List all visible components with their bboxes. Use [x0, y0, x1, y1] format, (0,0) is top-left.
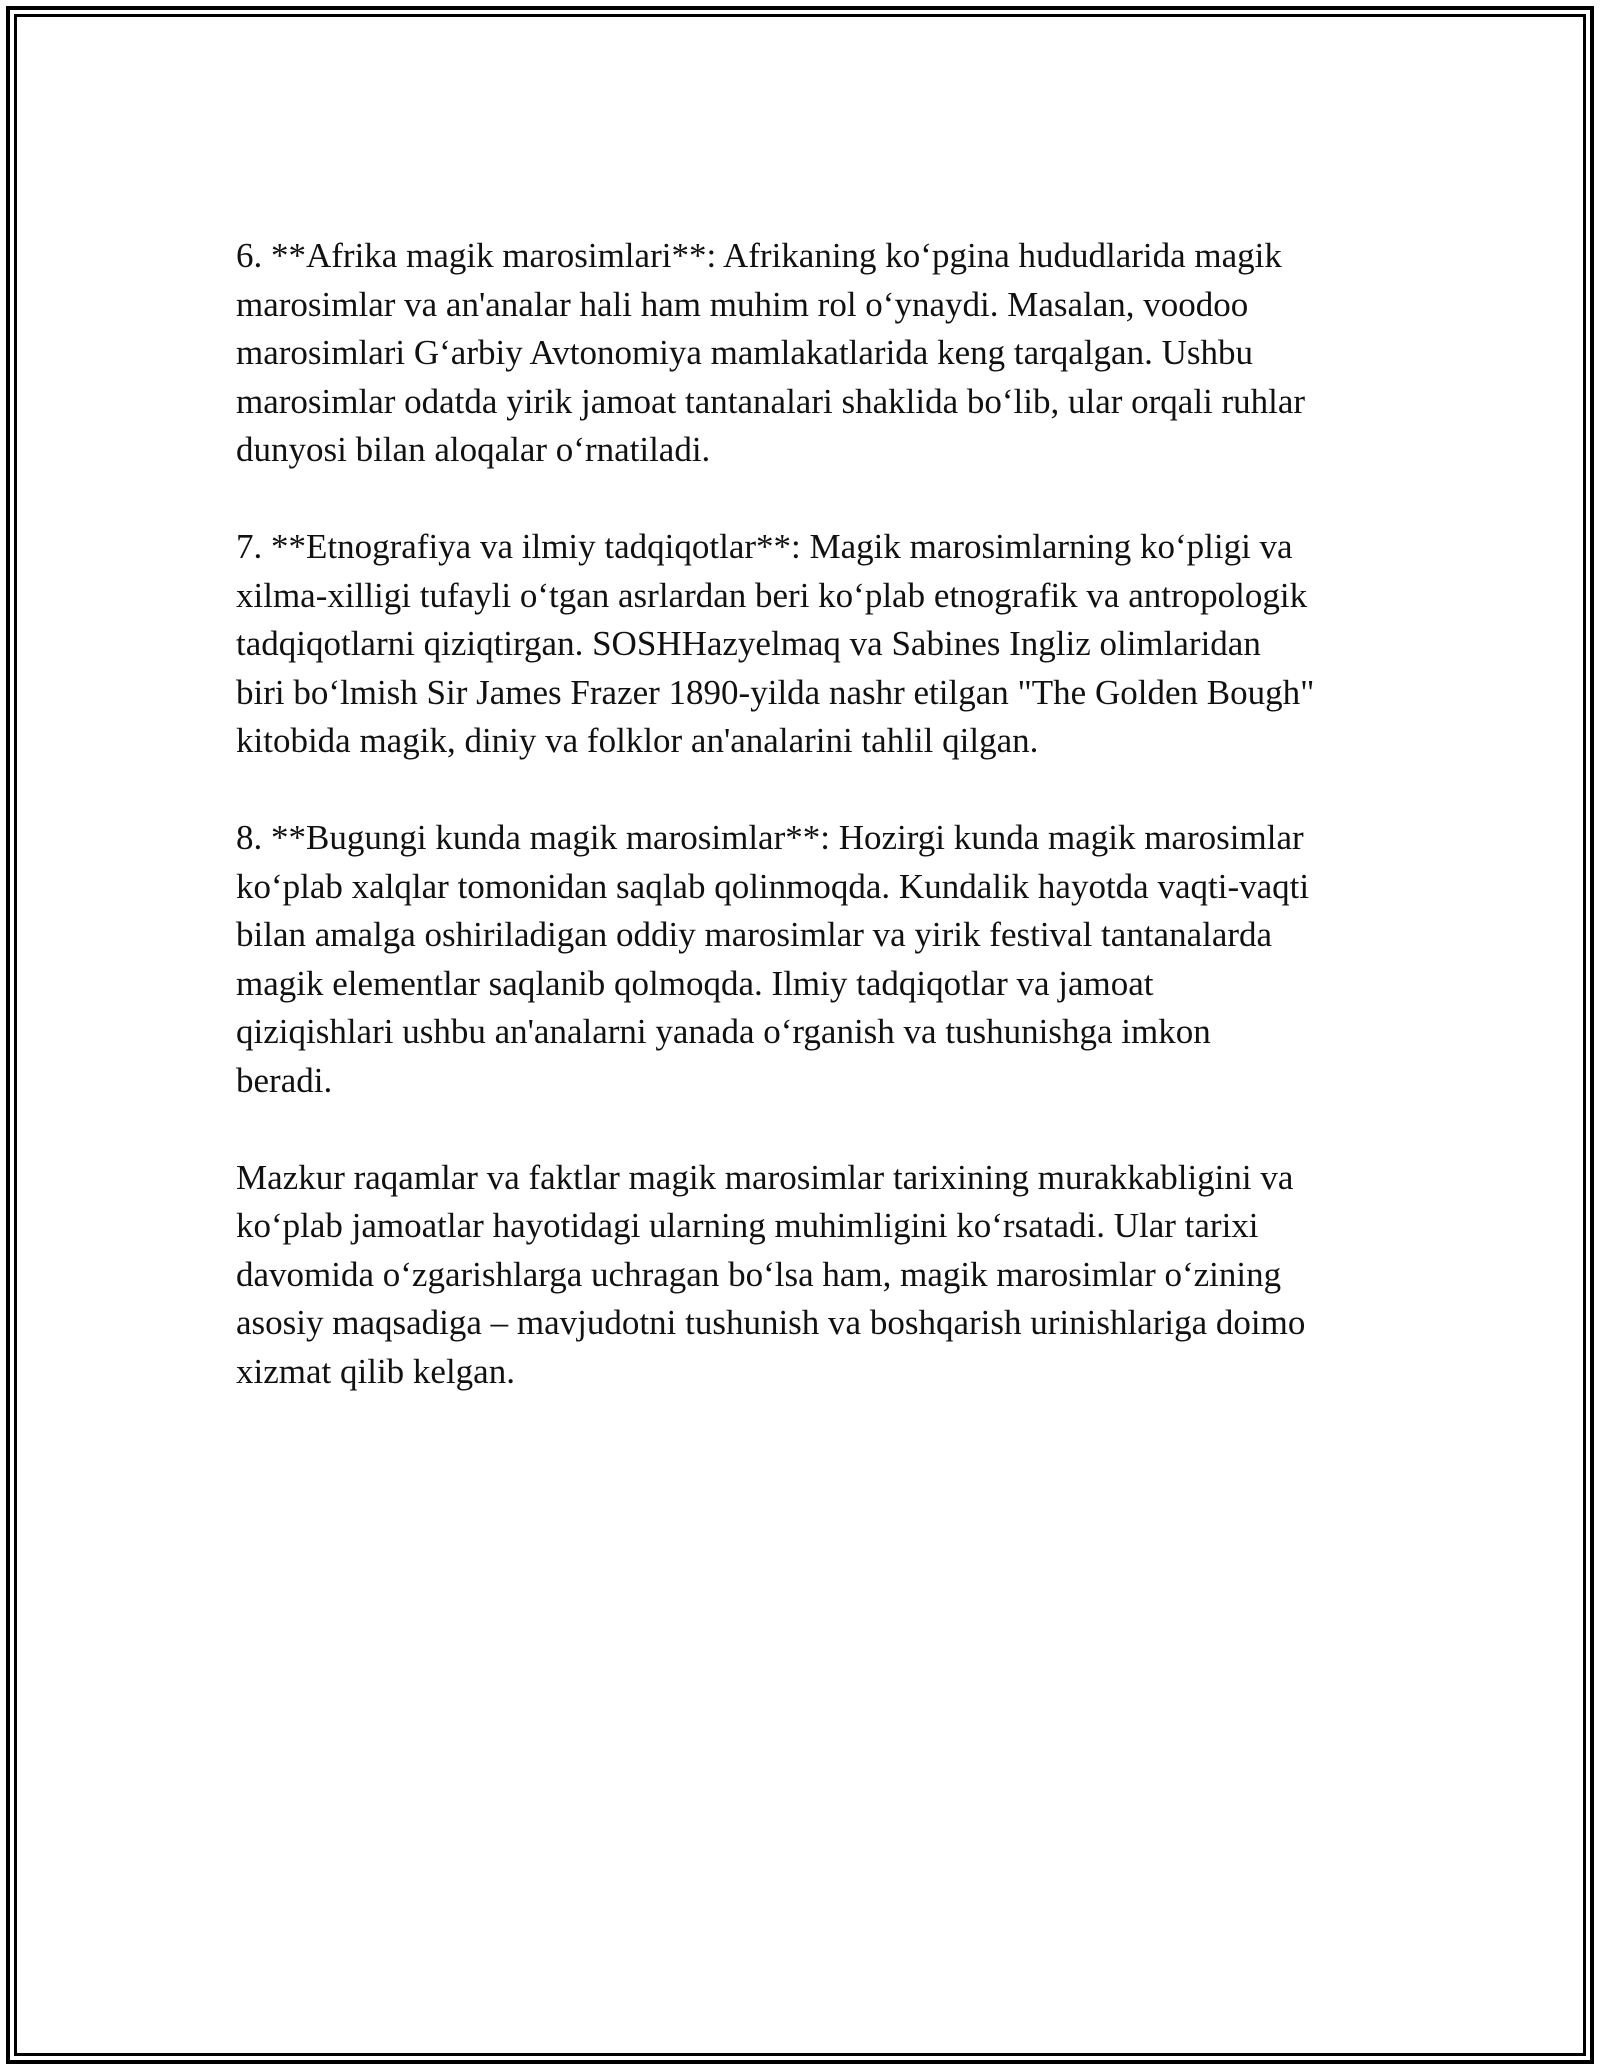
paragraph-african-magic-rituals: [236, 232, 1376, 475]
text-line: magik elementlar saqlanib qolmoqda. Ilmiy tadqiqotlar va jamoat: [236, 963, 1154, 1003]
text-line: 6. **Afrika magik marosimlari**: Afrikaning ko‘pgina hududlarida magik: [236, 236, 1282, 275]
text-line: davomida o‘zgarishlarga uchragan bo‘lsa ham, magik marosimlar o‘zining: [236, 1254, 1282, 1294]
paragraph-magic-rituals-today: [236, 814, 1376, 1105]
text-line: ko‘plab xalqlar tomonidan saqlab qolinmoqda. Kundalik hayotda vaqti-vaqti: [236, 866, 1310, 906]
text-line: asosiy maqsadiga – mavjudotni tushunish va boshqarish urinishlariga doimo: [236, 1303, 1306, 1342]
text-line: Mazkur raqamlar va faktlar magik marosimlar tarixining murakkabligini va: [236, 1157, 1294, 1197]
text-line: marosimlar odatda yirik jamoat tantanalari shaklida bo‘lib, ular orqali ruhlar: [236, 381, 1306, 421]
paragraph-ethnography-research: [236, 523, 1376, 766]
text-line: biri bo‘lmish Sir James Frazer 1890-yilda nashr etilgan "The Golden Bough": [236, 672, 1315, 712]
text-line: marosimlari G‘arbiy Avtonomiya mamlakatlarida keng tarqalgan. Ushbu: [236, 333, 1253, 372]
text-line: ko‘plab jamoatlar hayotidagi ularning muhimligini ko‘rsatadi. Ular tarixi: [236, 1206, 1259, 1245]
text-line: 8. **Bugungi kunda magik marosimlar**: Hozirgi kunda magik marosimlar: [236, 818, 1304, 857]
text-line: dunyosi bilan aloqalar o‘rnatiladi.: [236, 430, 711, 469]
text-line: tadqiqotlarni qiziqtirgan. SOSHHazyelmaq va Sabines Ingliz olimlaridan: [236, 624, 1261, 663]
text-line: kitobida magik, diniy va folklor an'analarini tahlil qilgan.: [236, 721, 1039, 760]
text-line: 7. **Etnografiya va ilmiy tadqiqotlar**: Magik marosimlarning ko‘pligi va: [236, 527, 1293, 566]
text-line: marosimlar va an'analar hali ham muhim rol o‘ynaydi. Masalan, voodoo: [236, 284, 1249, 324]
text-line: qiziqishlari ushbu an'analarni yanada o‘rganish va tushunishga imkon: [236, 1012, 1211, 1051]
text-line: xilma-xilligi tufayli o‘tgan asrlardan beri ko‘plab etnografik va antropologik: [236, 575, 1308, 615]
text-line: xizmat qilib kelgan.: [236, 1351, 515, 1391]
text-line: bilan amalga oshiriladigan oddiy marosimlar va yirik festival tantanalarda: [236, 915, 1273, 954]
document-body: [236, 232, 1376, 1445]
text-line: beradi.: [236, 1060, 333, 1100]
paragraph-conclusion: [236, 1154, 1376, 1397]
